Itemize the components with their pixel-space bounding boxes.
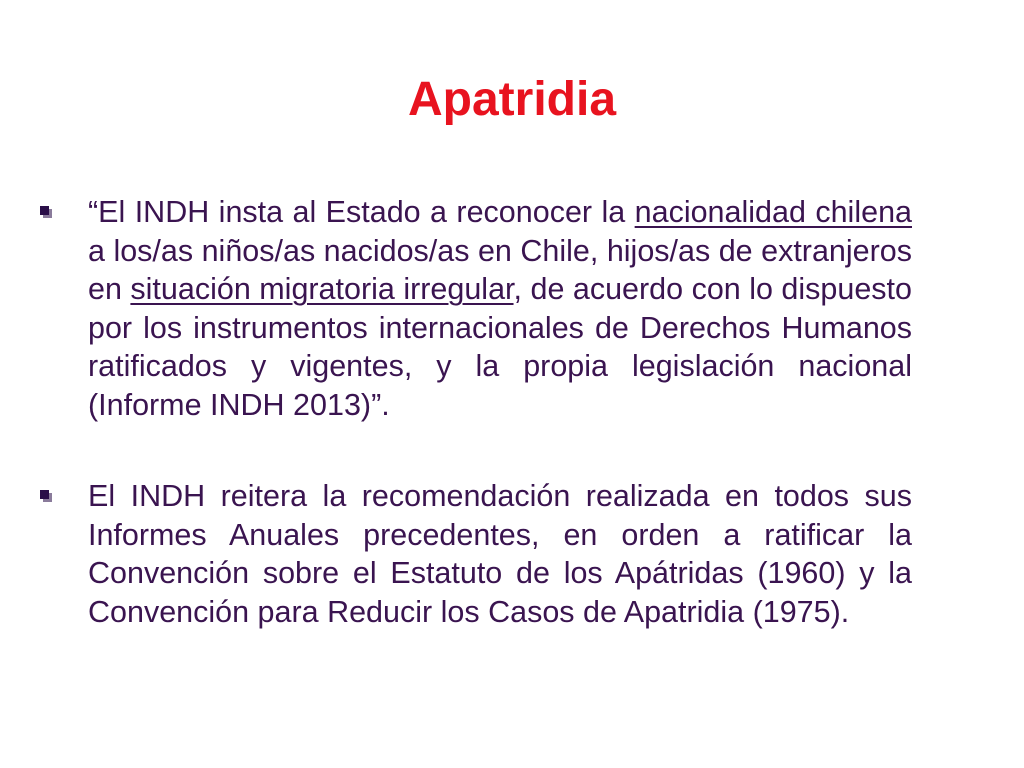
bullet-1-text-part-2: a los/as niños/as nacidos/as en Chile, hijos/as de extranjeros en <box>88 233 912 306</box>
bullet-item-2 <box>40 477 912 631</box>
square-bullet-icon <box>40 206 52 218</box>
bullet-1-underlined-nacionalidad-chilena: nacionalidad chilena <box>634 195 912 229</box>
bullet-2-text: El INDH reitera la recomendación realizada en todos sus Informes Anuales precedentes, en orden a ratificar la Convención sobre el Estatuto de los Apátridas (1960) y la Convención para Reducir los Casos de Apatridia (1975). <box>88 479 912 629</box>
square-bullet-icon <box>40 490 52 502</box>
slide-content <box>40 193 912 631</box>
bullet-1-underlined-situacion-migratoria: situación migratoria irregular <box>130 272 514 306</box>
slide-title: Apatridia <box>407 73 617 126</box>
bullet-1-text-part-3: , de acuerdo con lo dispuesto por los instrumentos internacionales de Derechos Humanos ratificados y vigentes, y la propia legislación nacional (Informe INDH 2013)”. <box>88 272 912 422</box>
bullet-1-text-part-1: “El INDH insta al Estado a reconocer la <box>88 195 635 229</box>
bullet-item-1 <box>40 193 912 424</box>
